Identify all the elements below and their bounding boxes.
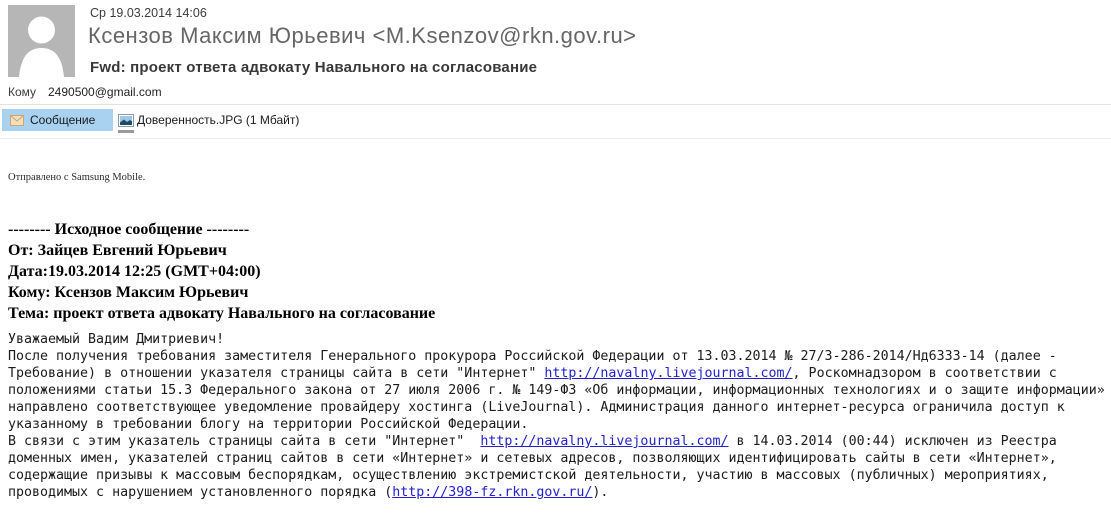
text-segment: указанному в требовании блогу на территории Российской Федерации. <box>8 417 529 432</box>
message-text-line <box>8 348 1105 365</box>
forwarded-message-header <box>8 219 435 324</box>
tabbar-divider <box>0 138 1111 139</box>
forwarded-header-line: Дата:19.03.2014 12:25 (GMT+04:00) <box>8 263 261 280</box>
message-text-line <box>8 467 1105 484</box>
attachment-item[interactable] <box>118 109 299 131</box>
tab-message[interactable] <box>2 109 113 131</box>
message-text-line <box>8 484 1105 501</box>
message-text-line <box>8 382 1105 399</box>
recipient-address[interactable]: 2490500@gmail.com <box>48 85 162 99</box>
message-text-line <box>8 331 1105 348</box>
envelope-icon <box>10 115 24 126</box>
attachment-label: Доверенность.JPG (1 Мбайт) <box>137 113 300 127</box>
image-file-icon <box>118 114 134 127</box>
text-segment: направлено соответствующее уведомление провайдеру хостинга (LiveJournal). Администрация данного интернет-ресурса ограничила доступ к <box>8 400 1065 415</box>
message-text-line <box>8 399 1105 416</box>
text-segment: в 14.03.2014 (00:44) исключен из Реестра <box>728 434 1057 449</box>
sent-from-signature: Отправлено с Samsung Mobile. <box>8 172 146 183</box>
message-subject: Fwd: проект ответа адвокату Навального на согласование <box>90 59 538 76</box>
text-segment: ). <box>592 485 609 500</box>
message-text <box>8 331 1105 501</box>
text-segment: доменных имен, указателей страниц сайтов в сети «Интернет» и сетевых адресов, позволяющих идентифицировать сайты в сети «Интернет», <box>8 451 1057 466</box>
message-text-line <box>8 450 1105 467</box>
text-segment: проводимых с нарушением установленного порядка ( <box>8 485 393 500</box>
message-text-line <box>8 416 1105 433</box>
attachment-underline <box>118 130 134 133</box>
text-segment: положениями статьи 15.3 Федерального закона от 27 июля 2006 г. № 149-ФЗ «Об информации, информационных технологиях и о защите информации» <box>8 383 1105 398</box>
text-segment: содержащие призывы к массовым беспорядкам, осуществлению экстремистской деятельности, участию в массовых (публичных) мероприятиях, <box>8 468 1049 483</box>
text-segment: Требование) в отношении указателя страницы сайта в сети "Интернет" <box>8 366 545 381</box>
text-segment: После получения требования заместителя Генерального прокурора Российской Федерации от 13.03.2014 № 27/3-286-2014/Нд6333-14 (далее - <box>8 349 1057 364</box>
tab-message-label: Сообщение <box>30 113 96 127</box>
forwarded-header-line: -------- Исходное сообщение -------- <box>8 221 250 238</box>
sender-address[interactable]: Ксензов Максим Юрьевич <M.Ksenzov@rkn.gov.ru> <box>88 23 637 48</box>
text-segment: Уважаемый Вадим Дмитриевич! <box>8 332 225 347</box>
person-silhouette-icon <box>8 5 75 77</box>
forwarded-header-line: Кому: Ксензов Максим Юрьевич <box>8 284 249 301</box>
forwarded-header-line: От: Зайцев Евгений Юрьевич <box>8 242 227 259</box>
forwarded-header-line: Тема: проект ответа адвокату Навального на согласование <box>8 305 436 322</box>
to-label: Кому <box>8 85 37 99</box>
message-text-line <box>8 433 1105 450</box>
message-date: Ср 19.03.2014 14:06 <box>90 6 207 20</box>
header-divider <box>0 104 1111 105</box>
avatar <box>8 5 75 77</box>
hyperlink[interactable]: http://navalny.livejournal.com/ <box>544 366 793 381</box>
hyperlink[interactable]: http://398-fz.rkn.gov.ru/ <box>392 485 593 500</box>
text-segment: В связи с этим указатель страницы сайта в сети "Интернет" <box>8 434 481 449</box>
hyperlink[interactable]: http://navalny.livejournal.com/ <box>480 434 729 449</box>
text-segment: , Роскомнадзором в соответствии с <box>792 366 1057 381</box>
message-text-line <box>8 365 1105 382</box>
